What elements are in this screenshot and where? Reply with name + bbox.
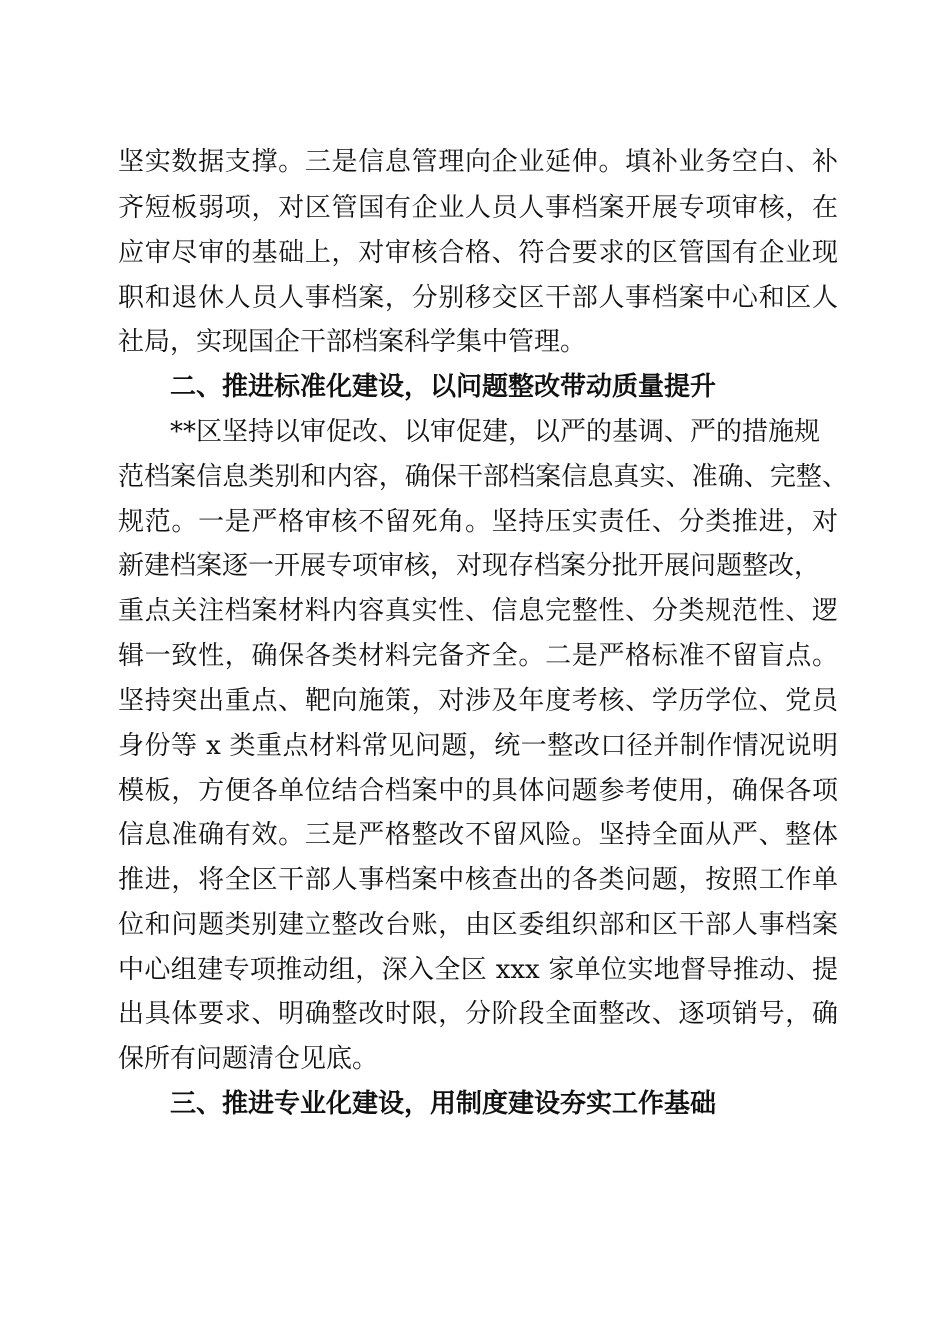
- paragraph-line: 范档案信息类别和内容，确保干部档案信息真实、准确、完整、: [118, 462, 848, 492]
- section-heading-3: 三、推进专业化建设，用制度建设夯实工作基础: [170, 1089, 717, 1119]
- paragraph-line: 辑一致性，确保各类材料完备齐全。二是严格标准不留盲点。: [118, 641, 838, 671]
- paragraph-line: 信息准确有效。三是严格整改不留风险。坚持全面从严、整体: [118, 820, 838, 850]
- paragraph-line: 中心组建专项推动组，深入全区 xxx 家单位实地督导推动、提: [118, 955, 838, 985]
- paragraph-line: 应审尽审的基础上，对审核合格、符合要求的区管国有企业现: [118, 238, 838, 268]
- paragraph-line: 新建档案逐一开展专项审核，对现存档案分批开展问题整改，: [118, 551, 821, 581]
- paragraph-line: 位和问题类别建立整改台账，由区委组织部和区干部人事档案: [118, 910, 838, 940]
- paragraph-line: **区坚持以审促改、以审促建，以严的基调、严的措施规: [170, 417, 821, 447]
- paragraph-line: 规范。一是严格审核不留死角。坚持压实责任、分类推进，对: [118, 507, 838, 537]
- paragraph-line: 坚实数据支撑。三是信息管理向企业延伸。填补业务空白、补: [118, 147, 838, 177]
- paragraph-line: 重点关注档案材料内容真实性、信息完整性、分类规范性、逻: [118, 596, 838, 626]
- paragraph-line: 出具体要求、明确整改时限，分阶段全面整改、逐项销号，确: [118, 999, 838, 1029]
- paragraph-line: 职和退休人员人事档案，分别移交区干部人事档案中心和区人: [118, 283, 838, 313]
- paragraph-line: 齐短板弱项，对区管国有企业人员人事档案开展专项审核，在: [118, 193, 838, 223]
- paragraph-line: 身份等 x 类重点材料常见问题，统一整改口径并制作情况说明: [118, 731, 838, 761]
- paragraph-line: 保所有问题清仓见底。: [118, 1044, 379, 1074]
- paragraph-line: 模板，方便各单位结合档案中的具体问题参考使用，确保各项: [118, 776, 838, 806]
- paragraph-line: 推进，将全区干部人事档案中核查出的各类问题，按照工作单: [118, 865, 838, 895]
- paragraph-line: 坚持突出重点、靶向施策，对涉及年度考核、学历学位、党员: [118, 686, 838, 716]
- section-heading-2: 二、推进标准化建设，以问题整改带动质量提升: [170, 372, 717, 402]
- paragraph-line: 社局，实现国企干部档案科学集中管理。: [118, 327, 587, 357]
